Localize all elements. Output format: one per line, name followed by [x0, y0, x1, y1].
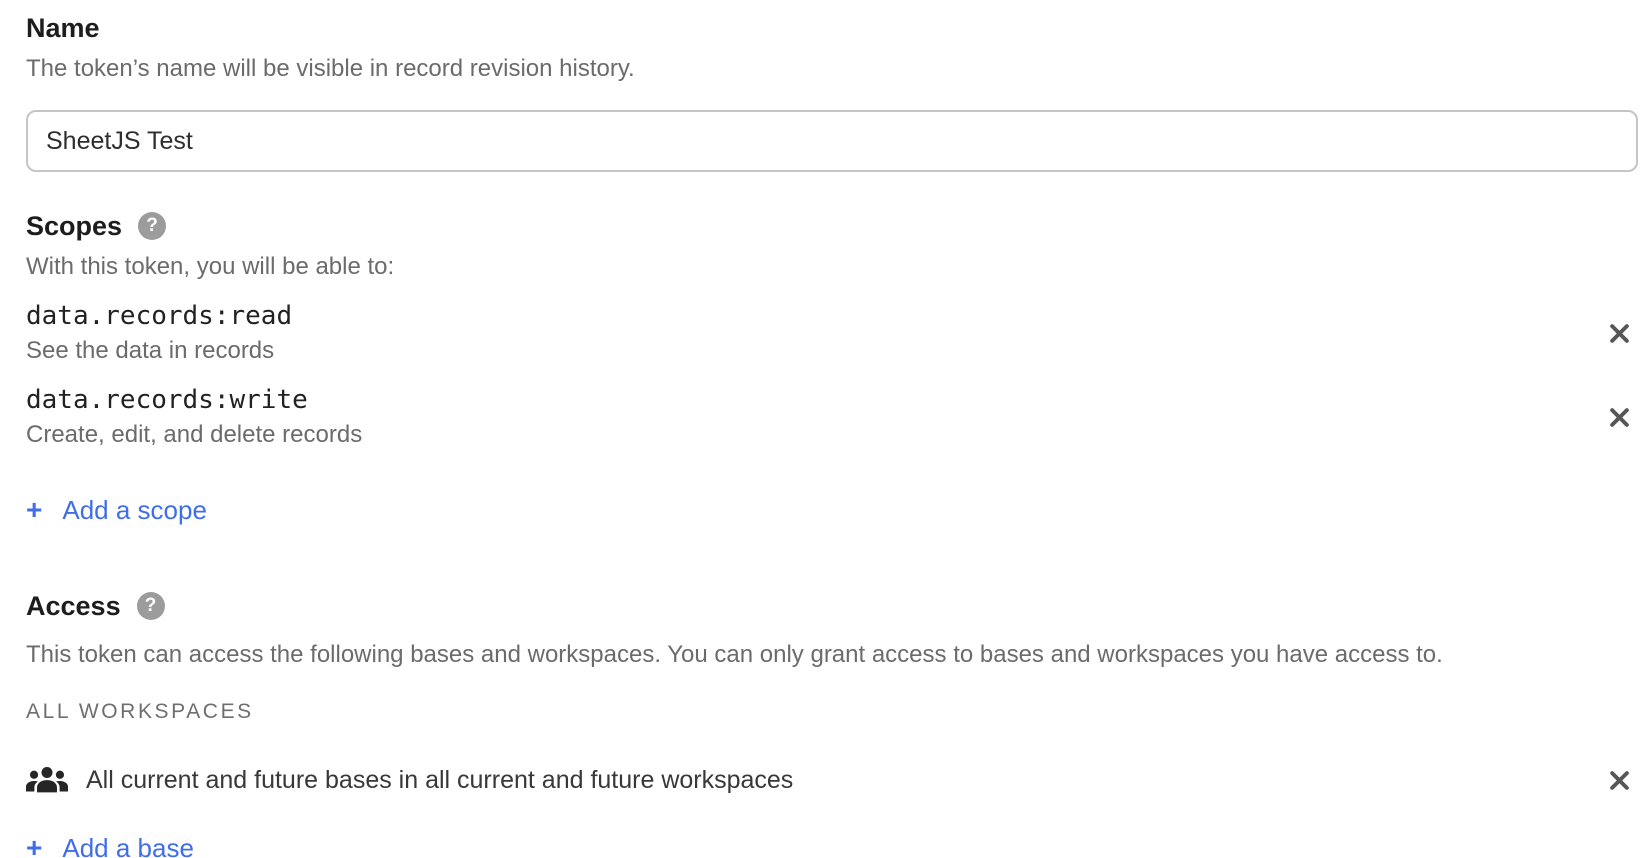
remove-scope-button[interactable] [1606, 404, 1632, 430]
remove-workspace-access-button[interactable] [1606, 767, 1632, 793]
close-icon [1608, 406, 1631, 429]
workspace-access-label: All current and future bases in all current and future workspaces [86, 766, 794, 794]
name-section [26, 12, 1638, 172]
token-name-input[interactable] [26, 110, 1638, 172]
scope-row-data-records-write [26, 384, 1638, 450]
people-group-icon [26, 762, 68, 798]
scope-name: data.records:write [26, 385, 308, 415]
close-icon [1608, 769, 1631, 792]
scopes-section [26, 210, 1638, 526]
scope-name: data.records:read [26, 301, 293, 331]
help-icon[interactable]: ? [138, 212, 166, 240]
access-section-description: This token can access the following bases and workspaces. You can only grant access to bases and workspaces you have access to. [26, 641, 1443, 668]
add-scope-label: Add a scope [62, 495, 207, 525]
scope-description: See the data in records [26, 337, 275, 364]
scope-row-data-records-read [26, 300, 1638, 366]
plus-icon: + [26, 494, 43, 525]
access-section-header [26, 590, 1638, 622]
workspace-access-row [26, 760, 1638, 800]
scope-description: Create, edit, and delete records [26, 421, 363, 448]
add-base-label: Add a base [62, 833, 194, 858]
workspace-group-label: ALL WORKSPACES [26, 700, 254, 723]
name-section-title: Name [26, 13, 100, 43]
access-section-title: Access [26, 591, 121, 621]
scopes-section-header [26, 210, 1638, 242]
scope-info [26, 384, 362, 450]
plus-icon: + [26, 832, 43, 858]
close-icon [1608, 322, 1631, 345]
access-section [26, 590, 1638, 858]
scopes-intro-text: With this token, you will be able to: [26, 253, 395, 280]
scopes-section-title: Scopes [26, 211, 123, 241]
add-base-button[interactable] [26, 832, 194, 858]
remove-scope-button[interactable] [1606, 320, 1632, 346]
help-icon[interactable]: ? [137, 592, 165, 620]
name-section-description: The token’s name will be visible in record revision history. [26, 55, 635, 82]
scope-info [26, 300, 292, 366]
add-scope-button[interactable] [26, 494, 207, 526]
